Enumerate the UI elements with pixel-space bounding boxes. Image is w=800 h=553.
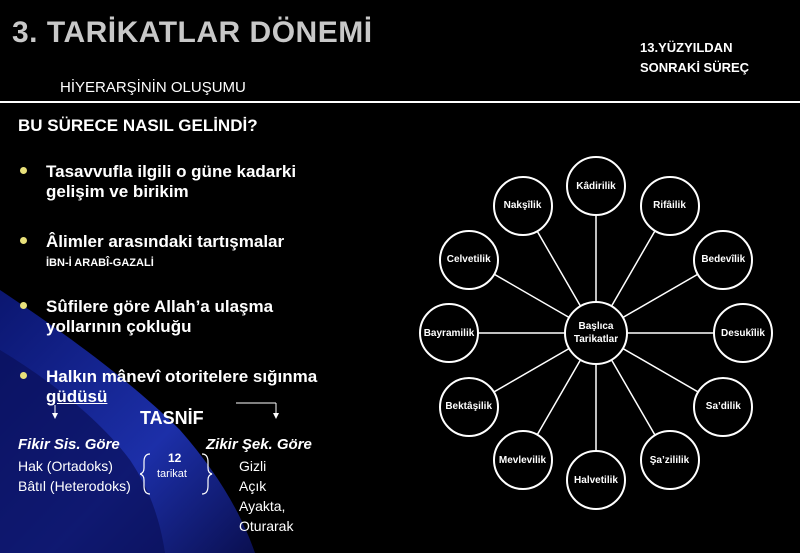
tarikat-node: Kâdirilik <box>566 156 626 216</box>
classification-title: TASNİF <box>140 408 204 428</box>
thought-item: Hak (Ortadoks) <box>18 458 113 474</box>
tarikat-node: Desukîlik <box>713 303 773 363</box>
column-thought <box>18 456 131 496</box>
tarikat-node: Celvetilik <box>439 230 499 290</box>
period-line-1: 13.YÜZYILDAN <box>640 40 733 55</box>
dhikr-item: Açık <box>239 478 267 494</box>
column-heading-dhikr: Zikir Şek. Göre <box>206 436 312 453</box>
dhikr-item: Ayakta, <box>239 498 286 514</box>
center-label-line-2: Tarikatlar <box>573 334 619 345</box>
thought-item: Bâtıl (Heterodoks) <box>18 478 131 494</box>
tarikat-node: Halvetilik <box>566 450 626 510</box>
tarikat-node: Nakşîlik <box>493 176 553 236</box>
bullet-line-1: Sûfilere göre Allah’a ulaşma <box>46 297 274 316</box>
tarikat-node: Bedevîlik <box>693 230 753 290</box>
tarikat-node: Bektâşilik <box>439 377 499 437</box>
bullet-icon <box>20 237 27 244</box>
bullet-subline: İBN-İ ARABÎ-GAZALİ <box>46 257 154 269</box>
bullet-line-1: Halkın mânevî otoritelere sığınma <box>46 367 318 386</box>
bullet-line-1: Tasavvufla ilgili o güne kadarki <box>46 162 297 181</box>
tarikat-node: Sa’dilik <box>693 377 753 437</box>
period-line-2: SONRAKİ SÜREÇ <box>640 60 750 75</box>
dhikr-item: Gizli <box>239 458 267 474</box>
bullet-line-2: güdüsü <box>46 387 108 406</box>
tarikat-node: Rifâilik <box>640 176 700 236</box>
page-title: 3. TARİKATLAR DÖNEMİ <box>12 16 373 49</box>
column-dhikr <box>239 456 293 536</box>
tarikat-label: tarikat <box>157 468 187 480</box>
tarikat-node: Şa’zililik <box>640 430 700 490</box>
tarikat-node: Mevlevilik <box>493 430 553 490</box>
tarikat-count: 12 <box>168 451 182 465</box>
bullet-item <box>46 232 284 269</box>
bullet-icon <box>20 167 27 174</box>
center-label-line-1: Başlıca <box>578 321 614 332</box>
page-subtitle: HİYERARŞİNİN OLUŞUMU <box>60 79 246 96</box>
column-heading-thought: Fikir Sis. Göre <box>18 436 120 453</box>
header-divider <box>0 101 800 103</box>
bullet-icon <box>20 302 27 309</box>
bullet-icon <box>20 372 27 379</box>
bullet-item <box>46 297 273 337</box>
bullet-line-2: gelişim ve birikim <box>46 182 189 201</box>
bullet-line-1: Âlimler arasındaki tartışmalar <box>46 232 285 251</box>
bullet-line-2: yollarının çokluğu <box>46 317 192 336</box>
period-label <box>640 38 749 78</box>
tarikat-node: Bayramilik <box>419 303 479 363</box>
diagram-center-node <box>564 301 628 365</box>
bullet-item <box>46 162 296 202</box>
section-question: BU SÜRECE NASIL GELİNDİ? <box>18 116 258 135</box>
dhikr-item: Oturarak <box>239 518 294 534</box>
